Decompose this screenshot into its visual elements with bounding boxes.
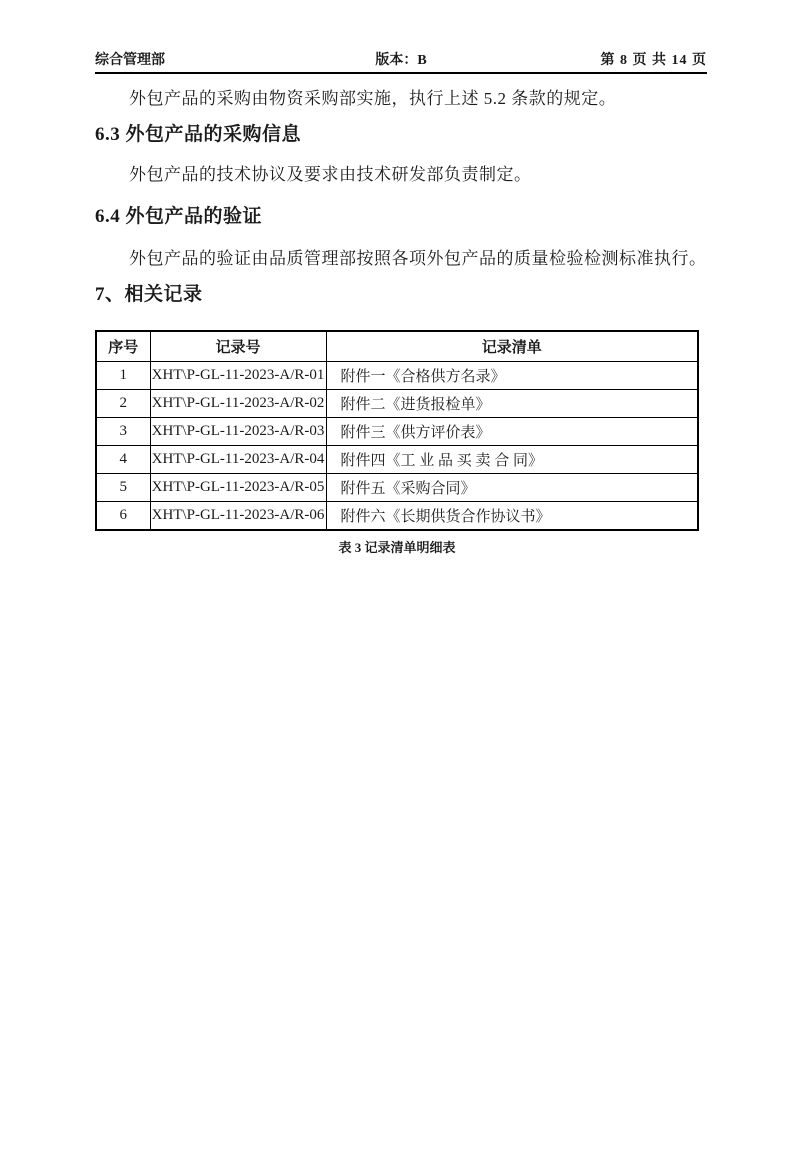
record-name-cell: 附件六《长期供货合作协议书》 — [326, 502, 698, 531]
row-index-cell: 6 — [96, 502, 150, 531]
paragraph-6-4-body: 外包产品的验证由品质管理部按照各项外包产品的质量检验检测标准执行。 — [129, 249, 707, 268]
section-heading-6-3: 6.3 外包产品的采购信息 — [95, 124, 302, 145]
record-id-cell: XHT\P-GL-11-2023-A/R-04 — [150, 446, 326, 474]
row-index-cell: 2 — [96, 390, 150, 418]
header-page-number-label: 第 8 页 共 14 页 — [600, 53, 707, 68]
header-department-label: 综合管理部 — [95, 53, 165, 68]
record-id-cell: XHT\P-GL-11-2023-A/R-01 — [150, 362, 326, 390]
table-caption: 表 3 记录清单明细表 — [338, 540, 456, 555]
row-index-cell: 4 — [96, 446, 150, 474]
table-row — [96, 418, 698, 446]
record-name-cell: 附件五《采购合同》 — [326, 474, 698, 502]
section-heading-6-4: 6.4 外包产品的验证 — [95, 206, 263, 227]
header-version-label: 版本：B — [375, 53, 427, 68]
record-id-cell: XHT\P-GL-11-2023-A/R-02 — [150, 390, 326, 418]
records-table-header — [96, 331, 698, 362]
record-id-cell: XHT\P-GL-11-2023-A/R-06 — [150, 502, 326, 531]
paragraph-6-3-body: 外包产品的技术协议及要求由技术研发部负责制定。 — [129, 165, 532, 184]
row-index-cell: 1 — [96, 362, 150, 390]
record-name-cell: 附件一《合格供方名录》 — [326, 362, 698, 390]
column-header-index: 序号 — [96, 331, 150, 362]
column-header-record-name: 记录清单 — [326, 331, 698, 362]
record-name-cell: 附件四《工 业 品 买 卖 合 同》 — [326, 446, 698, 474]
table-row — [96, 362, 698, 390]
records-table — [95, 330, 699, 531]
table-header-row — [96, 331, 698, 362]
table-row — [96, 446, 698, 474]
record-id-cell: XHT\P-GL-11-2023-A/R-03 — [150, 418, 326, 446]
table-row — [96, 502, 698, 531]
table-row — [96, 390, 698, 418]
row-index-cell: 5 — [96, 474, 150, 502]
row-index-cell: 3 — [96, 418, 150, 446]
column-header-record-id: 记录号 — [150, 331, 326, 362]
page-header — [95, 52, 707, 74]
record-id-cell: XHT\P-GL-11-2023-A/R-05 — [150, 474, 326, 502]
record-name-cell: 附件二《进货报检单》 — [326, 390, 698, 418]
record-name-cell: 附件三《供方评价表》 — [326, 418, 698, 446]
document-page — [0, 52, 794, 1175]
section-heading-7: 7、相关记录 — [95, 284, 203, 305]
paragraph-outsourced-procurement: 外包产品的采购由物资采购部实施，执行上述 5.2 条款的规定。 — [129, 89, 617, 108]
records-table-body — [96, 362, 698, 531]
table-row — [96, 474, 698, 502]
